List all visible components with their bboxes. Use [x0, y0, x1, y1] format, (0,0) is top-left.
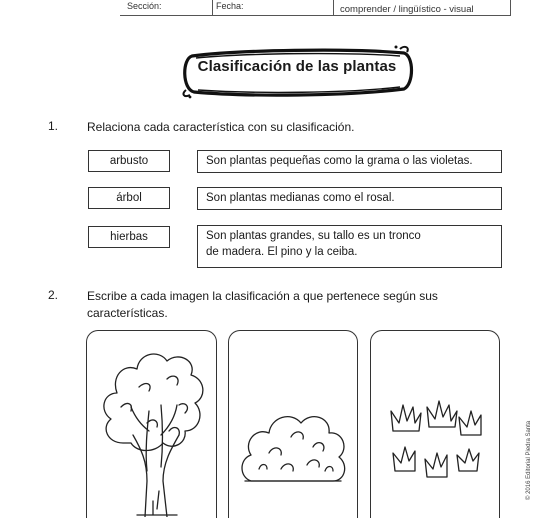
- title-banner: [178, 44, 416, 100]
- shrub-icon: [229, 331, 356, 517]
- definition-box[interactable]: [197, 225, 502, 268]
- question-text: [87, 288, 438, 322]
- tree-icon: [87, 331, 215, 517]
- image-panel-tree[interactable]: [86, 330, 217, 518]
- header-divider: [120, 15, 510, 16]
- image-panel-herbs[interactable]: [370, 330, 500, 518]
- definition-text: Son plantas medianas como el rosal.: [206, 192, 395, 204]
- definition-text: de madera. El pino y la ceiba.: [206, 246, 358, 258]
- definition-text: Son plantas grandes, su tallo es un tronco: [206, 230, 421, 242]
- question-number: 2.: [48, 288, 59, 302]
- term-box[interactable]: árbol: [88, 187, 170, 209]
- term-box[interactable]: hierbas: [88, 226, 170, 248]
- definition-box[interactable]: [197, 150, 502, 173]
- question-number: 1.: [48, 119, 59, 133]
- header-separator: [333, 0, 334, 16]
- header-separator: [212, 0, 213, 16]
- seccion-label: Sección:: [127, 1, 162, 11]
- publisher-note: © 2016 Editorial Piedra Santa: [526, 420, 532, 500]
- question-line: características.: [87, 306, 168, 320]
- herbs-icon: [371, 331, 498, 517]
- header-separator: [510, 0, 511, 16]
- fecha-label: Fecha:: [216, 1, 244, 11]
- competencias-text: comprender / lingüístico - visual: [340, 4, 474, 15]
- page-title: Clasificación de las plantas: [197, 58, 397, 75]
- question-line: Escribe a cada imagen la clasificación a que pertenece según sus: [87, 289, 438, 303]
- image-panel-shrub[interactable]: [228, 330, 358, 518]
- term-box[interactable]: arbusto: [88, 150, 170, 172]
- question-text: Relaciona cada característica con su clasificación.: [87, 120, 355, 134]
- definition-text: Son plantas pequeñas como la grama o las violetas.: [206, 155, 473, 167]
- definition-box[interactable]: [197, 187, 502, 210]
